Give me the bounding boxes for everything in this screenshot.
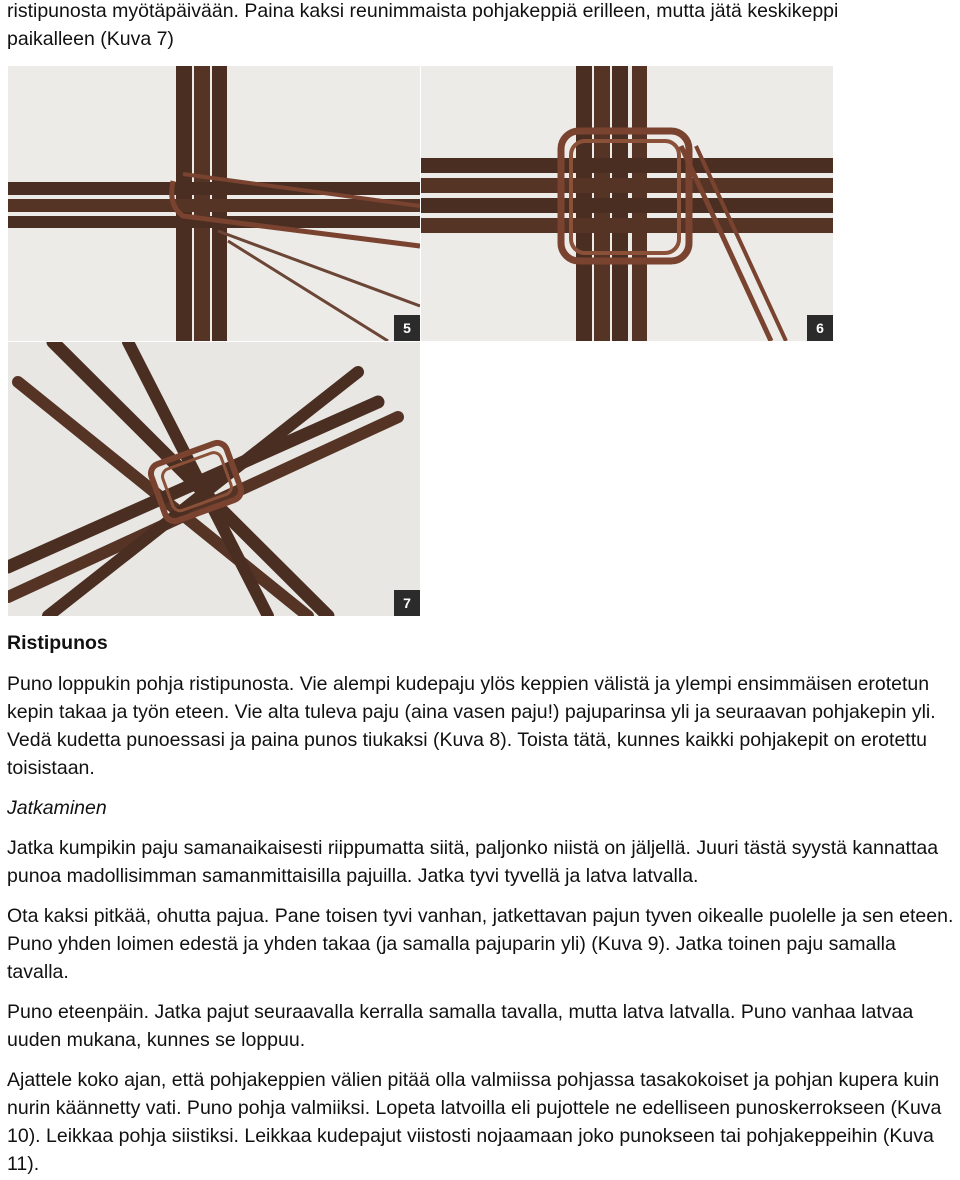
subheading: Jatkaminen [7,797,107,819]
paragraph-2: Ota kaksi pitkää, ohutta pajua. Pane toisen tyvi vanhan, jatkettavan pajun tyven oikealle puolelle ja sen eteen. Puno yhden loimen edestä ja yhden takaa (ja samalla pajuparin yli) (Kuva 9). Jatka toinen paju samalla tavalla. [7,905,954,983]
figure-number-badge: 7 [394,590,420,616]
figure-number-badge: 6 [807,315,833,341]
figure-number-badge: 5 [394,315,420,341]
paragraph-1: Jatka kumpikin paju samanaikaisesti riippumatta siitä, paljonko niistä on jäljellä. Juuri tästä syystä kannattaa punoa madollisimman samanmittaisilla pajuilla. Jatka tyvi tyvellä ja latva latvalla. [7,837,939,887]
section-paragraph: Puno loppukin pohja ristipunosta. Vie alempi kudepaju ylös keppien välistä ja ylempi ensimmäisen erotetun kepin takaa ja työn eteen. Vie alta tuleva paju (aina vasen paju!) pajuparinsa yli ja seuraavan pohjakepin yli. Vedä kudetta punoessasi ja paina punos tiukaksi (Kuva 8). Toista tätä, kunnes kaikki pohjakepit on erotettu toisistaan. [7,673,936,779]
intro-text [7,0,955,53]
figure-5-photo [8,66,420,341]
figure-6-photo [421,66,833,341]
figure-7-photo [8,342,420,616]
intro-line-2: paikalleen (Kuva 7) [7,28,174,50]
section-heading: Ristipunos [7,632,108,654]
paragraph-4: Ajattele koko ajan, että pohjakeppien välien pitää olla valmiissa pohjassa tasakokoiset ja pohjan kupera kuin nurin käännetty vati. Puno pohja valmiiksi. Lopeta latvoilla eli pujottele ne edelliseen punoskerrokseen (Kuva 10). Leikkaa pohja siistiksi. Leikkaa kudepajut viistosti nojaamaan joko punokseen tai pohjakeppeihin (Kuva 11). [7,1069,942,1175]
figure-5-illustration [8,66,420,341]
figure-6-illustration [421,66,833,341]
intro-line-1: ristipunosta myötäpäivään. Paina kaksi reunimmaista pohjakeppiä erilleen, mutta jätä keskikeppi [7,0,839,22]
figure-7-illustration [8,342,420,616]
paragraph-3: Puno eteenpäin. Jatka pajut seuraavalla kerralla samalla tavalla, mutta latva latvalla. Puno vanhaa latvaa uuden mukana, kunnes se loppuu. [7,1001,914,1051]
